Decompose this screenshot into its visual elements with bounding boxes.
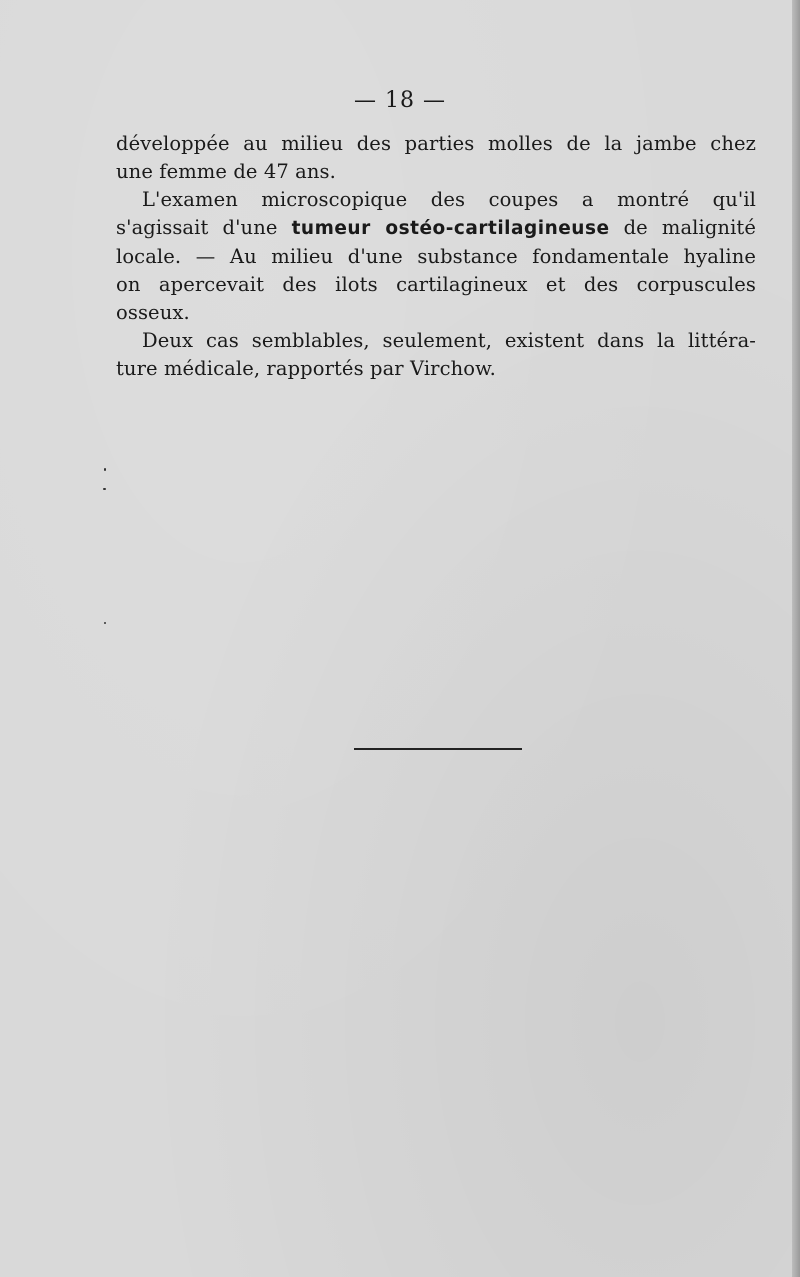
text-line: L'examen microscopique des coupes a montré qu'il xyxy=(142,188,756,211)
text-fragment: s'agissait d'une xyxy=(116,216,292,239)
print-speck xyxy=(104,468,106,471)
text-fragment: de malignité xyxy=(609,216,757,239)
text-line: une femme de 47 ans. xyxy=(116,160,336,183)
text-line: développée au milieu des parties molles de la jambe chez xyxy=(116,132,756,155)
print-speck xyxy=(104,622,106,624)
text-line: locale. — Au milieu d'une substance fondamentale hyaline xyxy=(116,245,756,268)
page-number: — 18 — xyxy=(354,88,446,113)
body-text xyxy=(116,130,756,383)
text-line: osseux. xyxy=(116,301,190,324)
section-end-rule xyxy=(354,748,522,750)
text-line: on apercevait des ilots cartilagineux et des corpuscules xyxy=(116,273,756,296)
text-line-with-emphasis xyxy=(116,214,756,243)
print-speck xyxy=(103,488,106,490)
text-line: Deux cas semblables, seulement, existent dans la littéra- xyxy=(142,329,756,352)
page-edge-shadow xyxy=(792,0,800,1277)
bold-term: tumeur ostéo-cartilagineuse xyxy=(291,218,610,239)
text-line: ture médicale, rapportés par Virchow. xyxy=(116,357,496,380)
